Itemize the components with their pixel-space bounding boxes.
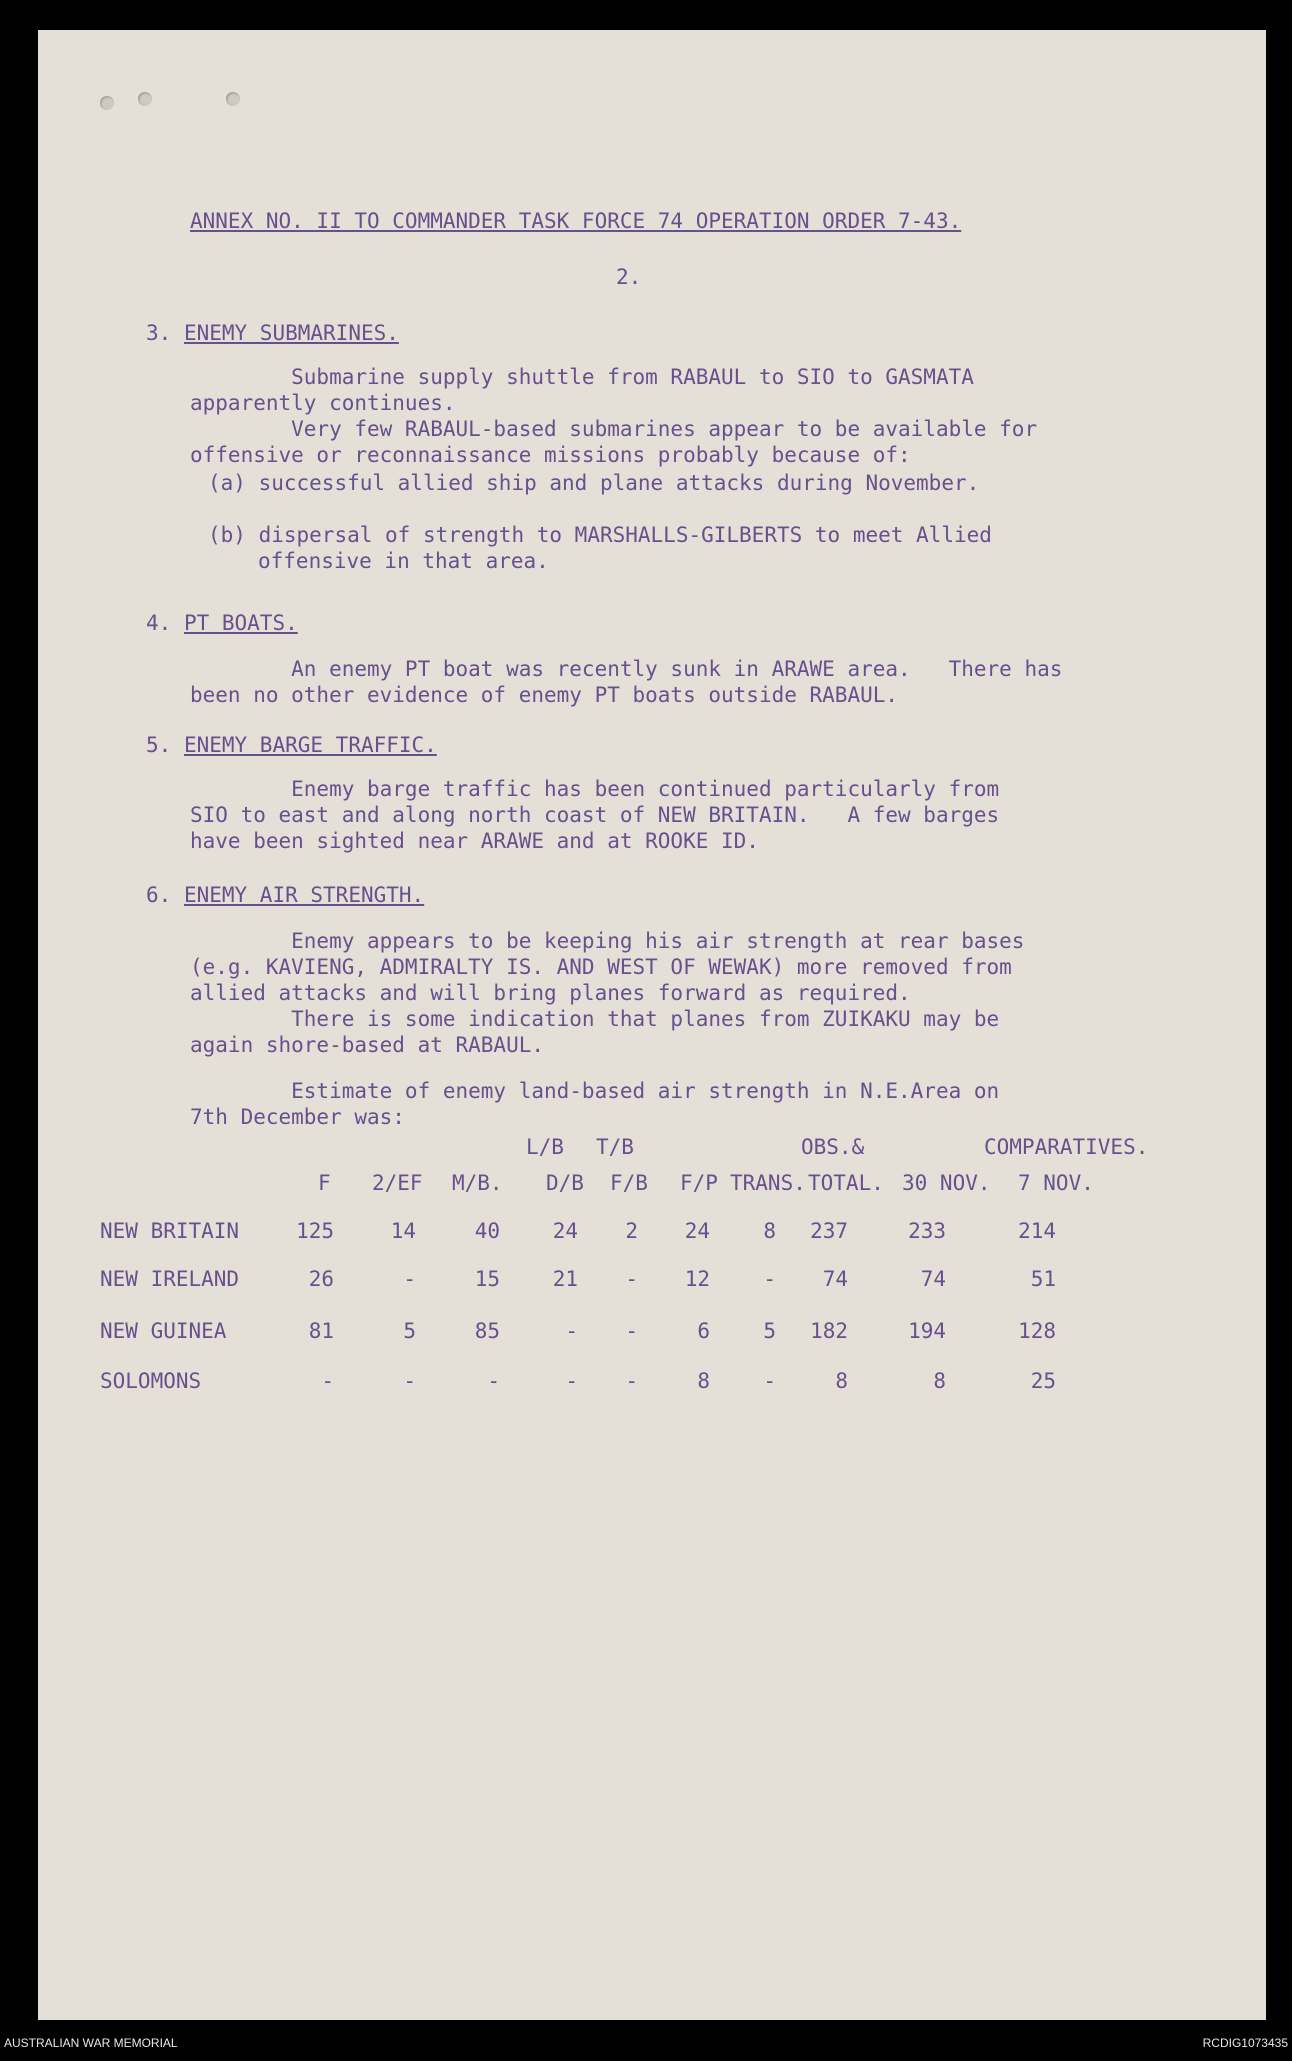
document-title: ANNEX NO. II TO COMMANDER TASK FORCE 74 OPERATION ORDER 7-43. (190, 209, 962, 233)
table-cell: 128 (1018, 1319, 1056, 1343)
section-4-body (190, 656, 1062, 708)
table-cell: 21 (552, 1267, 578, 1291)
text-line: Submarine supply shuttle from RABAUL to SIO to GASMATA (190, 365, 974, 389)
table-cell: 8 (835, 1369, 848, 1393)
col-header-total: TOTAL. (808, 1171, 884, 1195)
section-number: 4. (146, 611, 172, 635)
table-cell: 51 (1030, 1267, 1056, 1291)
col-header-fb: F/B (610, 1171, 648, 1195)
table-cell: 194 (908, 1319, 946, 1343)
text-line: Enemy appears to be keeping his air strength at rear bases (190, 929, 1025, 953)
table-cell: 5 (403, 1319, 416, 1343)
list-item-b (208, 522, 992, 574)
section-5-body (190, 776, 999, 854)
section-3-body (190, 364, 1037, 468)
table-cell: 26 (308, 1267, 334, 1291)
table-cell: 40 (474, 1219, 500, 1243)
text-line: 7th December was: (190, 1105, 405, 1129)
section-3-heading (146, 320, 399, 346)
table-cell: 125 (296, 1219, 334, 1243)
table-cell: - (321, 1369, 334, 1393)
text-line: An enemy PT boat was recently sunk in ARAWE area. There has (190, 657, 1063, 681)
table-cell: 14 (390, 1219, 416, 1243)
punch-hole (100, 96, 114, 110)
table-cell: 24 (552, 1219, 578, 1243)
section-title: ENEMY BARGE TRAFFIC. (183, 733, 437, 757)
estimate-paragraph (190, 1078, 999, 1130)
table-cell: 12 (684, 1267, 710, 1291)
section-6-body (190, 928, 1024, 1058)
table-cell: 5 (763, 1319, 776, 1343)
table-cell: 8 (763, 1219, 776, 1243)
col-header-30nov: 30 NOV. (902, 1171, 991, 1195)
table-cell: 8 (697, 1369, 710, 1393)
col-header-db: D/B (546, 1171, 584, 1195)
item-text: dispersal of strength to MARSHALLS-GILBERTS to meet Allied (258, 523, 992, 547)
col-header-tb-label: T/B (596, 1135, 634, 1159)
table-cell: - (403, 1267, 416, 1291)
table-cell: 81 (308, 1319, 334, 1343)
table-cell: - (763, 1369, 776, 1393)
item-label: (b) (208, 523, 246, 547)
table-row-label: SOLOMONS (100, 1369, 202, 1393)
table-cell: - (565, 1369, 578, 1393)
punch-hole (138, 92, 152, 106)
text-line: Very few RABAUL-based submarines appear to be available for (190, 417, 1038, 441)
item-text: offensive in that area. (258, 549, 549, 573)
table-cell: 233 (908, 1219, 946, 1243)
text-line: Enemy barge traffic has been continued particularly from (190, 777, 1000, 801)
table-cell: 85 (474, 1319, 500, 1343)
col-header-trans: TRANS. (730, 1171, 806, 1195)
text-line: There is some indication that planes from ZUIKAKU may be (190, 1007, 1000, 1031)
table-row-label: NEW IRELAND (100, 1267, 240, 1291)
page-number: 2. (616, 265, 642, 289)
col-header-fp: F/P (680, 1171, 718, 1195)
text-line: SIO to east and along north coast of NEW BRITAIN. A few barges (190, 803, 1000, 827)
text-line: Estimate of enemy land-based air strength in N.E.Area on (190, 1079, 1000, 1103)
section-title: ENEMY SUBMARINES. (183, 321, 399, 345)
document-page (38, 30, 1266, 2020)
table-cell: - (763, 1267, 776, 1291)
col-header-2ef: 2/EF (372, 1171, 423, 1195)
table-cell: - (625, 1319, 638, 1343)
footer-right: RCDIG1073435 (1202, 2036, 1288, 2050)
text-line: have been sighted near ARAWE and at ROOKE ID. (190, 829, 759, 853)
text-line: been no other evidence of enemy PT boats outside RABAUL. (190, 683, 899, 707)
table-row-label: NEW GUINEA (100, 1319, 227, 1343)
table-cell: - (403, 1369, 416, 1393)
col-header-7nov: 7 NOV. (1018, 1171, 1094, 1195)
table-cell: 182 (810, 1319, 848, 1343)
section-number: 3. (146, 321, 172, 345)
table-cell: 25 (1030, 1369, 1056, 1393)
section-title: PT BOATS. (183, 611, 298, 635)
text-line: (e.g. KAVIENG, ADMIRALTY IS. AND WEST OF WEWAK) more removed from (190, 955, 1012, 979)
table-cell: 237 (810, 1219, 848, 1243)
col-header-mb: M/B. (452, 1171, 503, 1195)
col-header-comparatives: COMPARATIVES. (984, 1135, 1149, 1159)
table-cell: 214 (1018, 1219, 1056, 1243)
section-6-heading (146, 882, 424, 908)
item-text: successful allied ship and plane attacks during November. (258, 471, 980, 495)
table-cell: 6 (697, 1319, 710, 1343)
text-line: again shore-based at RABAUL. (190, 1033, 545, 1057)
table-cell: - (565, 1319, 578, 1343)
section-number: 5. (146, 733, 172, 757)
text-line: allied attacks and will bring planes forward as required. (190, 981, 911, 1005)
section-number: 6. (146, 883, 172, 907)
table-cell: 2 (625, 1219, 638, 1243)
section-5-heading (146, 732, 437, 758)
list-item-a (208, 470, 979, 496)
punch-hole (226, 92, 240, 106)
section-4-heading (146, 610, 298, 636)
text-line: apparently continues. (190, 391, 456, 415)
table-cell: - (625, 1267, 638, 1291)
table-cell: 15 (474, 1267, 500, 1291)
footer-left: AUSTRALIAN WAR MEMORIAL (4, 2036, 178, 2050)
item-label: (a) (208, 471, 246, 495)
col-header-f: F (318, 1171, 331, 1195)
table-cell: 74 (920, 1267, 946, 1291)
table-cell: - (487, 1369, 500, 1393)
col-header-obs: OBS.& (801, 1135, 865, 1159)
table-cell: 74 (822, 1267, 848, 1291)
section-title: ENEMY AIR STRENGTH. (183, 883, 425, 907)
table-cell: 24 (684, 1219, 710, 1243)
text-line: offensive or reconnaissance missions probably because of: (190, 443, 911, 467)
col-header-lb: L/B (526, 1135, 564, 1159)
table-cell: - (625, 1369, 638, 1393)
table-cell: 8 (933, 1369, 946, 1393)
table-row-label: NEW BRITAIN (100, 1219, 240, 1243)
